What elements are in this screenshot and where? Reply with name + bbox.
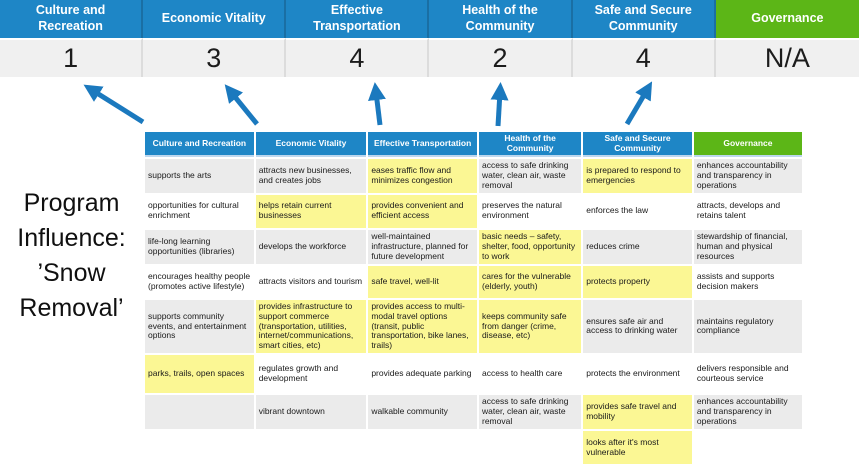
matrix-cell: supports community events, and entertainment options xyxy=(145,300,254,354)
priorities-matrix xyxy=(143,130,804,465)
matrix-cell xyxy=(145,395,254,429)
matrix-cell: walkable community xyxy=(368,395,477,429)
matrix-row xyxy=(145,159,802,193)
matrix-cell: well-maintained infrastructure, planned for future development xyxy=(368,230,477,264)
matrix-cell xyxy=(694,431,802,464)
priority-header-health-of-the-community: Health of the Community xyxy=(429,0,572,38)
matrix-cell xyxy=(256,431,367,464)
matrix-row xyxy=(145,266,802,298)
matrix-cell: reduces crime xyxy=(583,230,692,264)
matrix-header-row xyxy=(145,132,802,157)
matrix-row xyxy=(145,431,802,464)
matrix-cell: regulates growth and development xyxy=(256,355,367,393)
matrix-cell-highlighted: eases traffic flow and minimizes congestion xyxy=(368,159,477,193)
matrix-cell: attracts, develops and retains talent xyxy=(694,195,802,228)
matrix-row xyxy=(145,300,802,354)
matrix-cell: enforces the law xyxy=(583,195,692,228)
score-economic-vitality: 3 xyxy=(143,38,286,77)
score-health-of-the-community: 2 xyxy=(429,38,572,77)
matrix-row xyxy=(145,355,802,393)
matrix-cell-highlighted: provides infrastructure to support commerce (transportation, utilities, internet/communications, smart cities, etc) xyxy=(256,300,367,354)
priority-header-safe-and-secure-community: Safe and Secure Community xyxy=(573,0,716,38)
matrix-header-effective-transportation: Effective Transportation xyxy=(368,132,477,157)
matrix-body xyxy=(145,159,802,464)
matrix-row xyxy=(145,395,802,429)
matrix-cell: protects the environment xyxy=(583,355,692,393)
matrix-cell-highlighted: basic needs – safety, shelter, food, opportunity to work xyxy=(479,230,581,264)
matrix-row xyxy=(145,230,802,264)
matrix-cell: supports the arts xyxy=(145,159,254,193)
matrix-cell xyxy=(479,431,581,464)
matrix-cell: assists and supports decision makers xyxy=(694,266,802,298)
arrow-economic-vitality xyxy=(231,92,257,124)
priority-summary-band xyxy=(0,0,859,77)
matrix-header-economic-vitality: Economic Vitality xyxy=(256,132,367,157)
matrix-cell xyxy=(368,431,477,464)
program-influence-title: Program Influence: ’Snow Removal’ xyxy=(17,189,126,322)
matrix-cell: preserves the natural environment xyxy=(479,195,581,228)
matrix-cell: vibrant downtown xyxy=(256,395,367,429)
matrix-cell: encourages healthy people (promotes active lifestyle) xyxy=(145,266,254,298)
matrix-cell: enhances accountability and transparency in operations xyxy=(694,395,802,429)
matrix-cell: life-long learning opportunities (libraries) xyxy=(145,230,254,264)
matrix-cell-highlighted: helps retain current businesses xyxy=(256,195,367,228)
matrix-cell-highlighted: provides safe travel and mobility xyxy=(583,395,692,429)
score-effective-transportation: 4 xyxy=(286,38,429,77)
influence-arrows xyxy=(0,80,859,132)
matrix-row xyxy=(145,195,802,228)
score-safe-and-secure-community: 4 xyxy=(573,38,716,77)
matrix-cell: access to safe drinking water, clean air, waste removal xyxy=(479,159,581,193)
matrix-cell-highlighted: parks, trails, open spaces xyxy=(145,355,254,393)
matrix-cell: delivers responsible and courteous service xyxy=(694,355,802,393)
matrix-cell-highlighted: is prepared to respond to emergencies xyxy=(583,159,692,193)
score-culture-and-recreation: 1 xyxy=(0,38,143,77)
priority-score-row xyxy=(0,38,859,77)
matrix-cell-highlighted: safe travel, well-lit xyxy=(368,266,477,298)
arrow-culture-and-recreation xyxy=(92,90,143,122)
matrix-cell: attracts visitors and tourism xyxy=(256,266,367,298)
arrow-health-of-the-community xyxy=(498,92,500,126)
matrix-cell: attracts new businesses, and creates jobs xyxy=(256,159,367,193)
matrix-cell: stewardship of financial, human and physical resources xyxy=(694,230,802,264)
matrix-cell-highlighted: keeps community safe from danger (crime, disease, etc) xyxy=(479,300,581,354)
matrix-cell-highlighted: protects property xyxy=(583,266,692,298)
arrow-safe-and-secure-community xyxy=(627,90,647,124)
matrix-cell: access to safe drinking water, clean air, waste removal xyxy=(479,395,581,429)
matrix-cell: access to health care xyxy=(479,355,581,393)
priority-header-economic-vitality: Economic Vitality xyxy=(143,0,286,38)
matrix-cell xyxy=(145,431,254,464)
priority-header-row xyxy=(0,0,859,38)
matrix-cell: opportunities for cultural enrichment xyxy=(145,195,254,228)
priority-header-effective-transportation: Effective Transportation xyxy=(286,0,429,38)
score-governance: N/A xyxy=(716,38,859,77)
matrix-cell: enhances accountability and transparency in operations xyxy=(694,159,802,193)
priority-header-culture-and-recreation: Culture and Recreation xyxy=(0,0,143,38)
matrix-cell: develops the workforce xyxy=(256,230,367,264)
matrix-cell-highlighted: looks after it's most vulnerable xyxy=(583,431,692,464)
matrix-header-governance: Governance xyxy=(694,132,802,157)
matrix-cell: maintains regulatory compliance xyxy=(694,300,802,354)
matrix-cell-highlighted: provides access to multi-modal travel options (transit, public transportation, bike lanes, trails) xyxy=(368,300,477,354)
matrix-header-safe-and-secure-community: Safe and Secure Community xyxy=(583,132,692,157)
matrix-cell: ensures safe air and access to drinking water xyxy=(583,300,692,354)
matrix-cell: provides adequate parking xyxy=(368,355,477,393)
arrow-effective-transportation xyxy=(376,92,380,125)
matrix-header-culture-and-recreation: Culture and Recreation xyxy=(145,132,254,157)
priority-header-governance: Governance xyxy=(716,0,859,38)
matrix-table xyxy=(143,130,804,465)
matrix-header-health-of-the-community: Health of the Community xyxy=(479,132,581,157)
matrix-cell-highlighted: provides convenient and efficient access xyxy=(368,195,477,228)
matrix-cell-highlighted: cares for the vulnerable (elderly, youth) xyxy=(479,266,581,298)
